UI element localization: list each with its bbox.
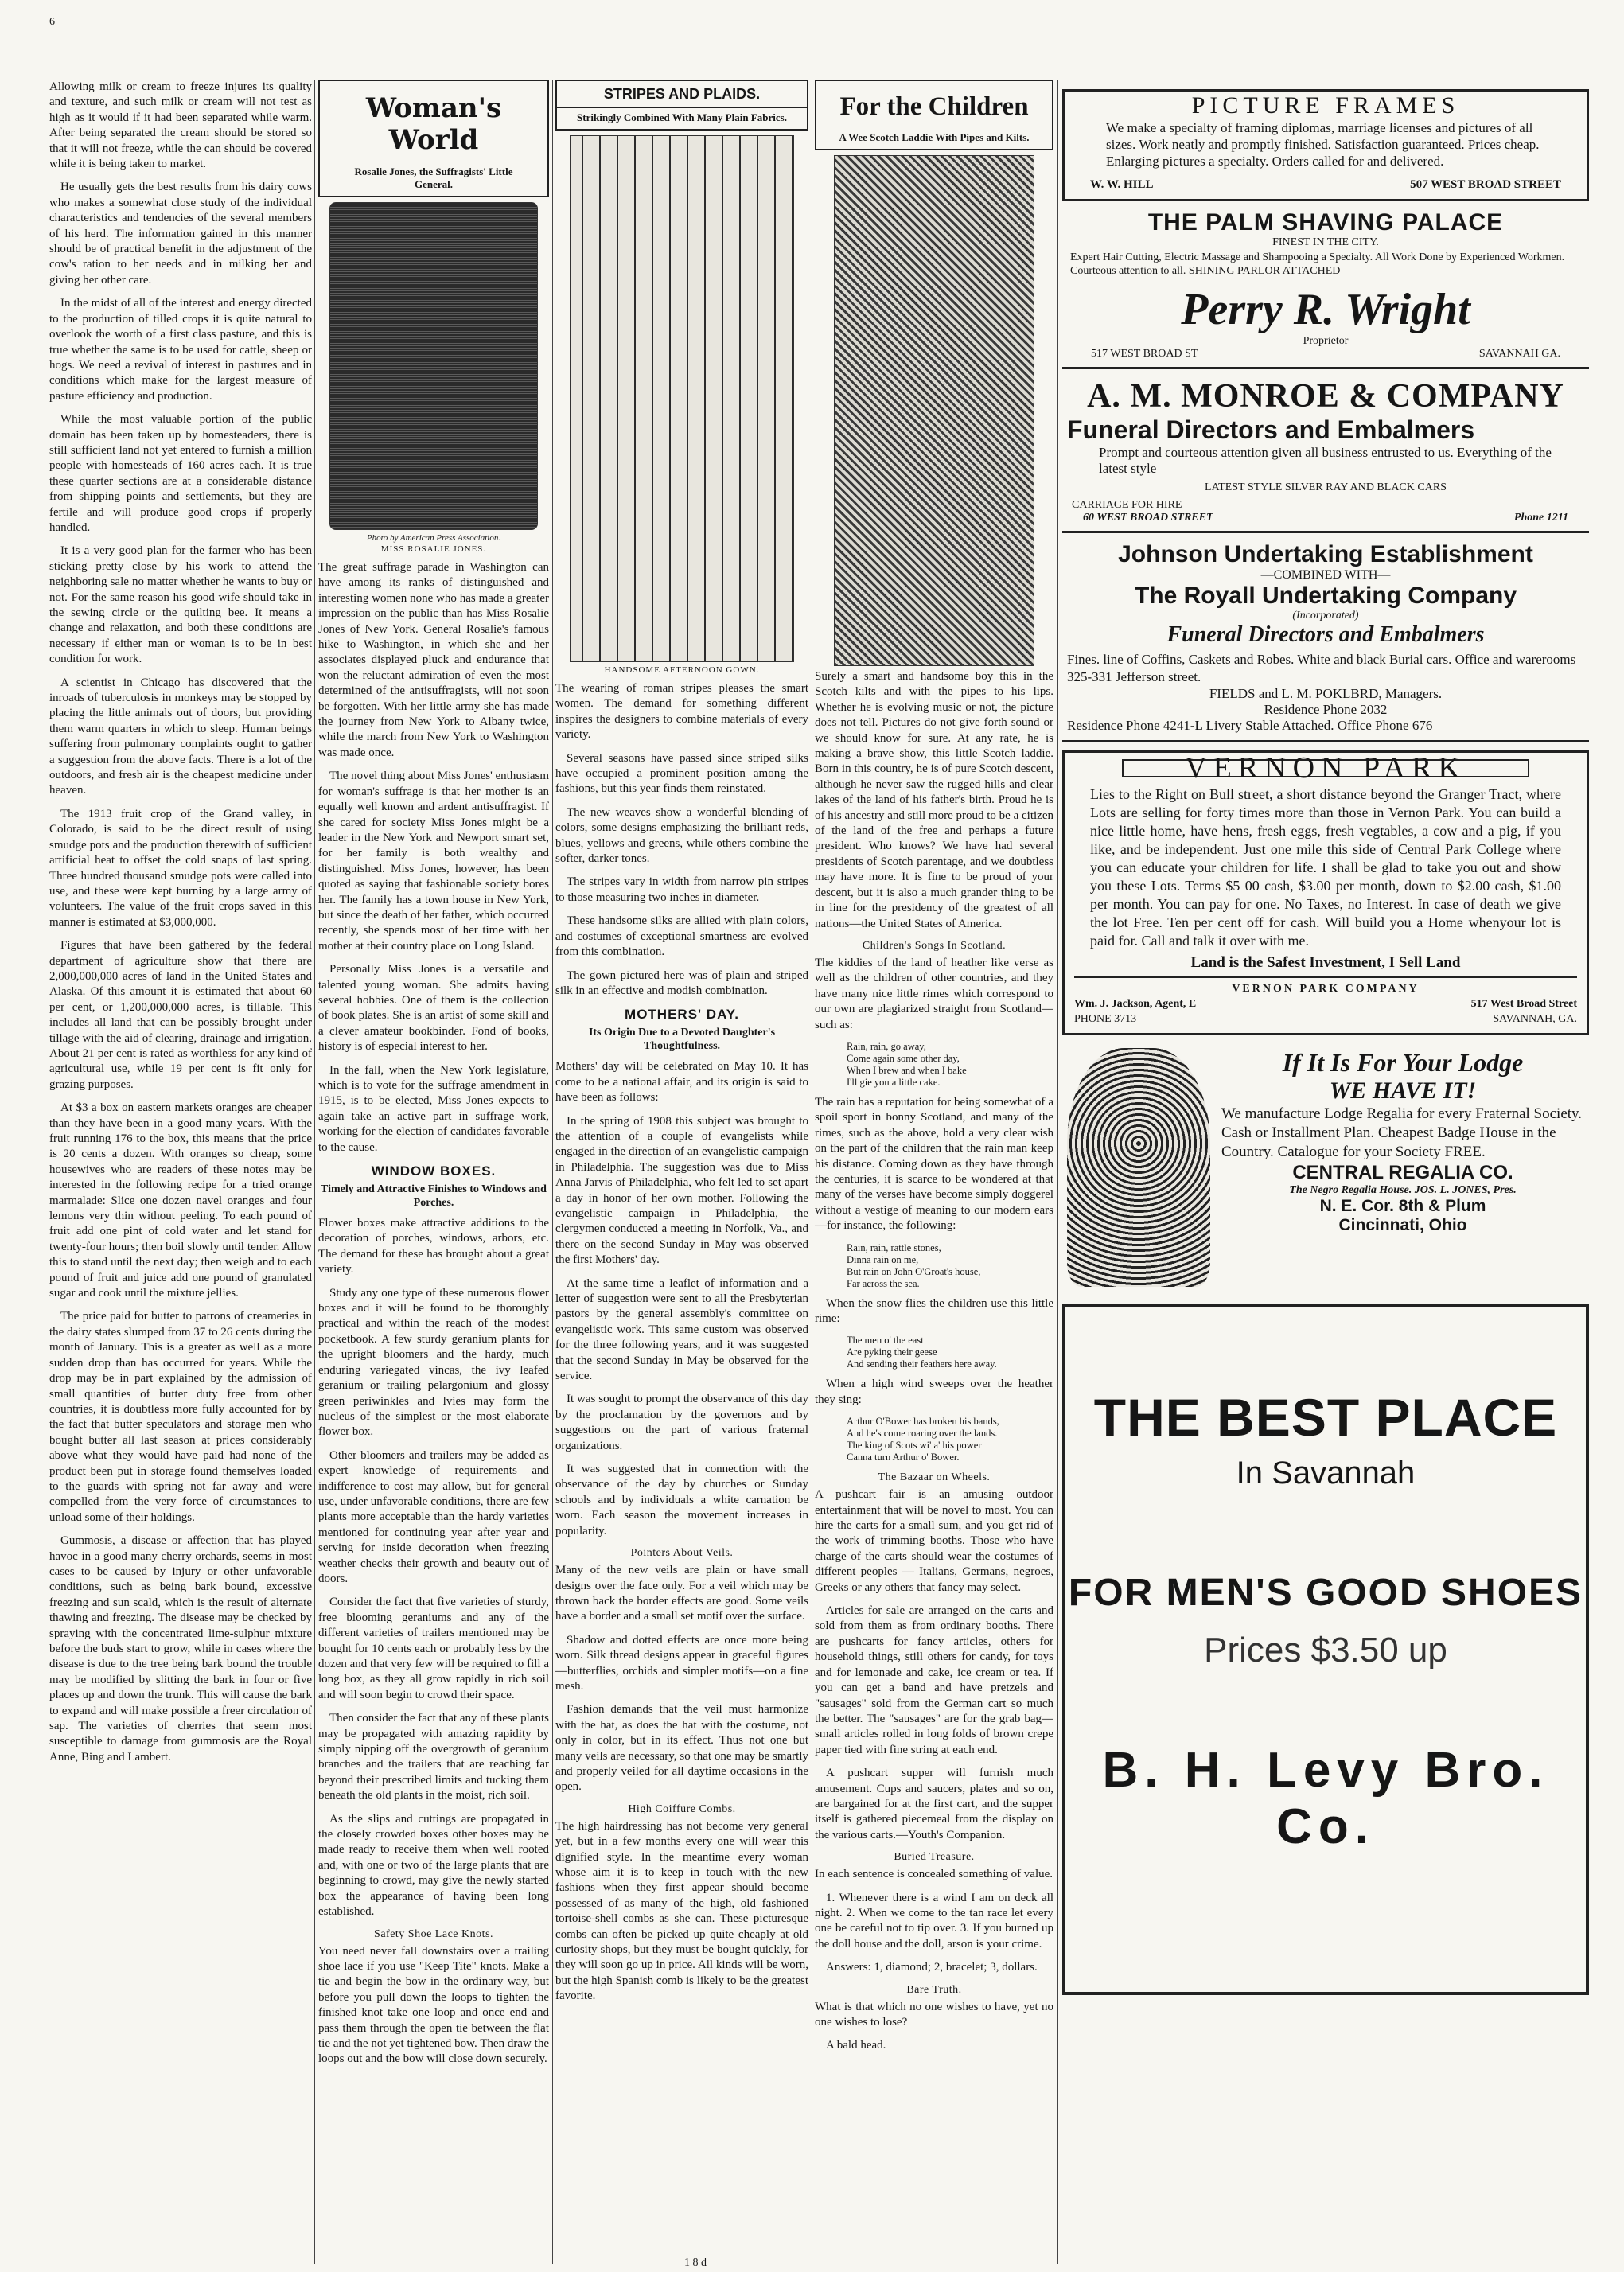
johnson-body: Fines. line of Coffins, Caskets and Robes. White and black Burial cars. Office and warerooms 325-331 Jefferson street. <box>1067 652 1576 684</box>
shoes-price: Prices $3.50 up <box>1204 1631 1447 1670</box>
shoes-ad <box>1062 1304 1589 1995</box>
songs-paragraph: The rain has a reputation for being somewhat of a spoil sport in bonny Scotland, and many of the rimes, such as the above, hold a very clear wish on the part of the children that the rain man keep his distance. Coming down as they have through the centuries, it is scarce to be wondered at that many of the verses have become simply doggerel without a vestige of meaning to our modern ears—for instance, the following: <box>815 1095 1053 1233</box>
bazaar-heading: The Bazaar on Wheels. <box>878 1471 991 1484</box>
verse-line: Are pyking their geese <box>847 1346 937 1358</box>
stripes-subheading: Strikingly Combined With Many Plain Fabrics. <box>577 111 787 123</box>
window-boxes-heading: WINDOW BOXES. <box>371 1163 497 1179</box>
vernon-city: SAVANNAH, GA. <box>1493 1013 1577 1025</box>
vernon-foot-row1 <box>1074 996 1577 1011</box>
treasure-article <box>815 1867 1053 1975</box>
frames-title: PICTURE FRAMES <box>1191 92 1460 119</box>
rosalie-paragraph: The novel thing about Miss Jones' enthusiasm for woman's suffrage is that her mother is an equally well known and ardent antisuffragist. If she cared for society Miss Jones might be a leader in the New York and Newport smart set, for her family is both wealthy and distinguished. Miss Jones, however, has been quoted as saying that fashionable society bores her. The family has a town house in New York, but since the death of her father, which occurred recently, she spends most of her time with her mother at their country place on Long Island. <box>318 770 549 953</box>
monroe-footer <box>1067 512 1584 524</box>
johnson-ad <box>1062 541 1589 742</box>
johnson-managers: FIELDS and L. M. POKLBRD, Managers. <box>1209 686 1443 701</box>
verse-line: Arthur O'Bower has broken his bands, <box>847 1416 999 1428</box>
regalia-addr2: Cincinnati, Ohio <box>1338 1216 1467 1234</box>
monroe-cars: LATEST STYLE SILVER RAY AND BLACK CARS <box>1205 481 1447 493</box>
verse-line: The men o' the east <box>847 1335 924 1346</box>
treasure-paragraph: Answers: 1, diamond; 2, bracelet; 3, dollars. <box>826 1961 1038 1974</box>
rosalie-paragraph: The great suffrage parade in Washington can have among its ranks of distinguished and interesting women none who has made a greater impression on the public than has Miss Rosalie Jones of New York. General Rosalie's famous hike to Washington, in which she and her associates displayed pluck and endurance that won the reluctant admiration of even the most determined of the antisuffragists, will not soon be forgotten. With her little army she has made the journey from New York to Albany twice, while the march from New York to Washington was made once. <box>318 561 549 759</box>
verse-line: I'll gie you a little cake. <box>847 1076 941 1088</box>
monroe-ad <box>1062 377 1589 533</box>
frames-footer <box>1074 177 1577 193</box>
verse-arthur-bower <box>847 1416 1053 1463</box>
column-4-children <box>815 80 1053 2062</box>
palm-title: THE PALM SHAVING PALACE <box>1147 209 1504 236</box>
column-3-stripes <box>555 80 808 2013</box>
stripes-paragraph: The wearing of roman stripes pleases the smart women. The demand for something different inspires the designers to combine materials of every variety. <box>555 682 808 742</box>
veils-paragraph: Shadow and dotted effects are once more being worn. Silk thread designs appear in graceful figures—butterflies, orchids and simpler motifs—on a fine mesh. <box>555 1633 808 1693</box>
palm-address: 517 WEST BROAD ST <box>1091 348 1198 360</box>
window-boxes-article <box>318 1216 549 1919</box>
farm-note-paragraph: It is a very good plan for the farmer who has been sticking pretty close by his work to attend the neighboring sale no matter whether he wants to buy or not. For the same reason his good wife should take in the sewing circle or the quilting bee. It means a change and relaxation, and both these conditions are necessary if either man or woman is to be in best condition for work. <box>49 544 312 666</box>
farm-note-paragraph: At $3 a box on eastern markets oranges are cheaper than they have been in a good many years. With the fruit running 176 to the box, this means that the price is 20 cents a dozen. With oranges so cheap, some housewives who are readers of these notes may be interested in the following recipe for a tried orange marmalade: Slice one dozen navel oranges and four lemons very thin without peeling. To each pound of fruit add one pint of cold water and let stand for twenty-four hours; then boil slowly until tender. Allow this to stand until the next day; then weigh and to each pound of fruit and juice add one pound of granulated sugar and cook until the mixture jellies. <box>49 1101 312 1300</box>
farm-note-paragraph: Gummosis, a disease or affection that has played havoc in a good many cherry orchards, seems in most cases to be caused by injury or other unfavorable conditions, such as being bark bound, excessive freezing and sun scald, which is the result of alternate thawing and freezing. The disease may be checked by spraying with the concentrated lime-sulphur mixture before the buds start to grow, while in cases where the disease is due to the tree being bark bound the trouble may be modified by slitting the bark in four or five places up and down the trunk. This will cause the bark to expand and will make possible a freer circulation of sap. The varieties of cherries that seem most susceptible to damage from gummosis are the Royal Anne, Bing and Lambert. <box>49 1534 312 1763</box>
picture-frames-ad <box>1062 89 1589 201</box>
farm-note-paragraph: A scientist in Chicago has discovered that the inroads of tuberculosis in monkeys may be stopped by placing the little animals out of doors, but providing them warm quarters in which to sleep. Human beings suffering from pulmonary complaints ought to gather a suggestion from the above facts. There is a lot of the outdoors, and fresh air is the cheapest medicine under heaven. <box>49 676 312 797</box>
window-boxes-subheading: Timely and Attractive Finishes to Windows and Porches. <box>321 1183 547 1210</box>
truth-paragraph: What is that which no one wishes to have, yet no one wishes to lose? <box>815 2000 1053 2028</box>
palm-proprietor-name: Perry R. Wright <box>1181 285 1470 334</box>
johnson-combined: —COMBINED WITH— <box>1260 568 1391 582</box>
vernon-phone: PHONE 3713 <box>1074 1013 1137 1025</box>
window-boxes-paragraph: Flower boxes make attractive additions to the decoration of porches, windows, arbors, etc. The demand for these has brought about a great variety. <box>318 1217 549 1276</box>
veils-paragraph: Fashion demands that the veil must harmonize with the hat, as does the hat with the costume, not only in color, but in its effect. Thus not one but many veils are necessary, so that one may be smartly and properly veiled for all daytime occasions in the open. <box>555 1703 808 1794</box>
monroe-carriage: CARRIAGE FOR HIRE <box>1072 499 1182 511</box>
palm-shaving-ad <box>1062 209 1589 369</box>
treasure-paragraph: 1. Whenever there is a wind I am on deck all night. 2. When we come to the tan race let every one be careful not to tip over. 3. If you burned up the doll house and the doll, arson is your crime. <box>815 1891 1053 1950</box>
regalia-ad <box>1062 1043 1589 1298</box>
stripes-masthead <box>555 80 808 131</box>
johnson-res2: Residence Phone 4241-L Livery Stable Attached. Office Phone 676 <box>1067 718 1433 733</box>
coiffure-article <box>555 1819 808 2005</box>
shoes-title: THE BEST PLACE <box>1093 1388 1558 1447</box>
verse-line: Far across the sea. <box>847 1277 920 1289</box>
farm-note-paragraph: The 1913 fruit crop of the Grand valley, in Colorado, is said to be the direct result of using smudge pots and the production therewith of sufficient artificial heat to offset the cold snaps of last spring. Three hundred thousand smudge pots were called into use, and these were kept burning by a large army of volunteers. The value of the fruit crops saved in this manner is estimated at $3,000,000. <box>49 807 312 929</box>
farm-note-paragraph: Allowing milk or cream to freeze injures its quality and texture, and such milk or cream will not test as high as it would if it had been separated while warm. After being separated the cream should be stored so that it will not freeze, while the can should be covered while it is being taken to market. <box>49 80 312 171</box>
column-rule <box>1057 80 1058 2264</box>
mothers-day-paragraph: It was sought to prompt the observance of this day by the proclamation by the governors and by suggestions on the part of various fraternal organizations. <box>555 1393 808 1452</box>
vernon-footer <box>1074 976 1577 1027</box>
monroe-address: 60 WEST BROAD STREET <box>1083 512 1213 524</box>
vernon-tagline: Land is the Safest Investment, I Sell Land <box>1190 954 1461 971</box>
vernon-street: 517 West Broad Street <box>1470 998 1577 1010</box>
safety-heading: Safety Shoe Lace Knots. <box>374 1927 493 1940</box>
stripes-paragraph: Several seasons have passed since striped silks have occupied a prominent position among the fashions, but this year finds them reinstated. <box>555 751 808 796</box>
bazaar-article <box>815 1487 1053 1843</box>
songs-article-2 <box>815 1095 1053 1234</box>
verse-line: Canna turn Arthur o' Bower. <box>847 1452 960 1463</box>
vernon-foot-title: VERNON PARK COMPANY <box>1232 983 1420 995</box>
johnson-res1: Residence Phone 2032 <box>1264 702 1388 717</box>
laddie-paragraph: Surely a smart and handsome boy this in the Scotch kilts and with the pipes to his lips. Whether he is evolving music or not, the picture does not tell. Pictures do not give forth sound or we should know for sure. At any rate, he is making a brave show, this little Scotch laddie. Born in this country, he is of pure Scotch descent, although he never saw the rugged hills and clear lakes of the land of his father's birth. Proud he is of his ancestry and still more proud to be a citizen of the land of the free and perhaps a future president. Who knows? We have had several presidents of Scotch parentage, and we doubtless may have more. It is fine to be proud of your descent, but it is also a much grander thing to be in line for the presidency of the greatest of all nations—the United States of America. <box>815 670 1053 930</box>
portrait-photo <box>329 202 538 530</box>
verse-line: When I brew and when I bake <box>847 1064 967 1076</box>
masthead-title: Woman's World <box>365 92 502 156</box>
window-boxes-paragraph: Consider the fact that five varieties of sturdy, free blooming geraniums and any of the different varieties of trailers mentioned may be bought for 10 cents each or probably less by the dozen and that very few will be required to fill a long box, as they all grow rapidly in rich soil and will soon begin to crowd their space. <box>318 1596 549 1701</box>
mothers-day-paragraph: In the spring of 1908 this subject was brought to the attention of a couple of evangelists while engaged in the direction of an evangelistic campaign in Philadelphia. The suggestion was due to Miss Anna Jarvis of Philadelphia, who felt led to set apart a day in honor of her own mother. Following the evangelistic campaign in Philadelphia, the clergymen conducted a meeting in Norfolk, Va., and there on the second Sunday in May was observed the first Mothers' day. <box>555 1114 808 1267</box>
shoes-store: B. H. Levy Bro. Co. <box>1102 1743 1549 1854</box>
songs-paragraph: The kiddies of the land of heather like verse as well as the children of other countries, and they have many nice little rimes which correspond to our own are plagiarized straight from Scotland—such as: <box>815 956 1053 1031</box>
farm-note-paragraph: While the most valuable portion of the public domain has been taken up by homesteaders, there is still sufficient land not yet entered to furnish a million people with homesteads of 160 acres each. It is true these quarter sections are at a considerable distance from shipping points and settlements, but they are fertile and will produce good crops if properly handled. <box>49 413 312 534</box>
monroe-title: A. M. MONROE & COMPANY <box>1087 378 1564 415</box>
vernon-park-ad <box>1062 750 1589 1035</box>
vernon-body: Lies to the Right on Bull street, a short distance beyond the Granger Tract, where Lots are selling for forty times more than those in Vernon Park. You can build a nice little home, have hens, fresh eggs, fresh vegtables, a cow and a pig, if you like, and be independent. Just one mile this side of Central Park College where you can educate your children for life. I shall be glad to take you out and show you these Lots. Terms $5 00 cash, $3.00 per month, down to $2.00 cash, $1.00 per month. You can pay for one. No Taxes, no Interest. In case of death we give the lot Free. Ten per cent off for cash. Will build you a Home whenyour lot is paid for. Call and talk it over with me. <box>1090 786 1561 949</box>
frames-body: We make a specialty of framing diplomas, marriage licenses and pictures of all sizes. Work neatly and promptly finished. Satisfaction guaranteed. Prices cheap. Enlarging pictures a specialty. Orders called for and delivered. <box>1106 120 1540 169</box>
vernon-foot-row2 <box>1074 1011 1577 1027</box>
regalia-badge-illustration <box>1067 1048 1210 1287</box>
veils-paragraph: Many of the new veils are plain or have small designs over the face only. For a veil which may be thrown back the border effects are good. Some veils have a border and a small set motif over the surface. <box>555 1564 808 1623</box>
palm-sub: FINEST IN THE CITY. <box>1272 236 1379 248</box>
veils-heading: Pointers About Veils. <box>630 1547 734 1560</box>
stripes-paragraph: The gown pictured here was of plain and striped silk in an effective and modish combination. <box>555 968 808 997</box>
monroe-body: Prompt and courteous attention given all business entrusted to us. Everything of the latest style <box>1099 445 1552 476</box>
rosalie-paragraph: Personally Miss Jones is a versatile and talented young woman. She admits having several hobbies. One of them is the collection of book plates. She is an artist of some skill and a clever amateur bookbinder. Fond of books, history is of especial interest to her. <box>318 963 549 1054</box>
scotch-laddie-photo <box>834 155 1034 666</box>
farm-note-paragraph: In the midst of all of the interest and energy directed to the production of tilled crops it is quite natural to overlook the worth of a first class pasture, and this is true whether the same is to be used for cattle, sheep or hogs. We need a revival of interest in pastures and in conditions which make for the largest measure of pasture efficiency and production. <box>49 297 312 403</box>
womans-world-masthead <box>318 80 549 197</box>
verse-line: And sending their feathers here away. <box>847 1358 997 1370</box>
regalia-title2: WE HAVE IT! <box>1329 1078 1477 1104</box>
shoes-line1: FOR MEN'S GOOD SHOES <box>1068 1572 1583 1614</box>
column-2-womans-world <box>318 80 549 2075</box>
palm-city: SAVANNAH GA. <box>1478 348 1560 360</box>
verse-line: Rain, rain, rattle stones, <box>847 1241 941 1253</box>
johnson-inc: (Incorporated) <box>1292 610 1359 622</box>
regalia-addr1: N. E. Cor. 8th & Plum <box>1319 1197 1486 1215</box>
snow-line: When the snow flies the children use this little rime: <box>815 1296 1053 1325</box>
verse-men-of-east <box>847 1335 1053 1370</box>
verse-line: But rain on John O'Groat's house, <box>847 1265 981 1277</box>
column-rule <box>314 80 315 2264</box>
veils-article <box>555 1563 808 1795</box>
verse-rattle-stones <box>847 1242 1053 1290</box>
window-boxes-paragraph: Study any one type of these numerous flower boxes and it will be found to be thoroughly practical and within the reach of the modest pocketbook. A few sturdy geranium plants for the upright bloomers and the hardy, much enduring variegated vincas, the ivy leafed geranium or trailing pelargonium and glossy green periwinkles and lvies may form the nucleus of the simplest or the most elaborate flower box. <box>318 1286 549 1439</box>
truth-article <box>815 2000 1053 2054</box>
mothers-day-heading: MOTHERS' DAY. <box>625 1007 739 1023</box>
farm-note-paragraph: Figures that have been gathered by the federal department of agriculture show that there are 2,000,000,000 acres of land in the United States and Alaska. Of this amount it is estimated that about 60 per cent, or 1,200,000,000 acres, is tillable. This includes all land that can be possibly brought under tillage with the aid of clearing, drainage and irrigation. About 21 per cent is rated as worthless for any kind of agricultural use, while 19 per cent is fit only for grazing purposes. <box>49 939 312 1091</box>
rosalie-article <box>318 560 549 1155</box>
mothers-day-paragraph: Mothers' day will be celebrated on May 10. It has come to be a national affair, and its origin is said to have been as follows: <box>555 1060 808 1105</box>
column-1-farm-notes <box>49 80 312 1773</box>
regalia-sub: The Negro Regalia House. JOS. L. JONES, Pres. <box>1289 1184 1517 1196</box>
johnson-sub: Funeral Directors and Embalmers <box>1166 622 1485 647</box>
rosalie-paragraph: In the fall, when the New York legislature, which is to vote for the suffrage amendment in 1915, is to be elected, Miss Jones expects to again take an active part in suffrage work, working for the election of candidates favorable to the cause. <box>318 1063 549 1154</box>
scotch-laddie-article <box>815 669 1053 932</box>
farm-note-paragraph: The price paid for butter to patrons of creameries in the dairy states slumped from 37 to 26 cents during the month of January. This is a greater as well as a more sudden drop than has occurred for years. While the drop may be in part explained by the admission of small quantities of butter duty free from other countries, it is doubtless more fully accounted for by the fact that butter speculators and storage men who bought butter all last season at prices considerably above what they would have paid had none of the product been put in storage found themselves loaded to the guards with spring not far away and were compelled from the very force of circumstances to unload some of their holdings. <box>49 1310 312 1524</box>
verse-line: The king of Scots wi' a' his power <box>847 1440 982 1452</box>
photo-credit: Photo by American Press Association. <box>366 533 501 543</box>
coiffure-heading: High Coiffure Combs. <box>628 1802 736 1815</box>
stripes-paragraph: The stripes vary in width from narrow pin stripes to those measuring two inches in diameter. <box>555 875 808 904</box>
vernon-agent: Wm. J. Jackson, Agent, E <box>1074 998 1197 1010</box>
frames-address: 507 WEST BROAD STREET <box>1410 178 1561 191</box>
page-top-edge <box>49 14 1589 46</box>
bottom-scraps: 1 8 d <box>684 2257 707 2269</box>
mothers-day-paragraph: It was suggested that in connection with the observance of the day by churches or Sunday schools and by individuals a white carnation be worn. Each season the movement increases in popularity. <box>555 1463 808 1537</box>
children-masthead-subtitle: A Wee Scotch Laddie With Pipes and Kilts. <box>839 131 1030 143</box>
mothers-day-paragraph: At the same time a leaflet of information and a letter of suggestion were sent to all the Presbyterian pastors by the general assembly's committee on evangelistic work. This same custom was observed for the three following years, and it was suggested that the second Sunday in May be observed for the service. <box>555 1276 808 1383</box>
children-masthead-title: For the Children <box>839 92 1029 121</box>
songs-article <box>815 956 1053 1033</box>
truth-paragraph: A bald head. <box>826 2039 886 2052</box>
masthead-subtitle: Rosalie Jones, the Suffragists' Little General. <box>354 166 513 190</box>
gown-caption: HANDSOME AFTERNOON GOWN. <box>604 665 760 675</box>
regalia-body: We manufacture Lodge Regalia for every Fraternal Society. Cash or Installment Plan. Cheapest Badge House in the Country. Catalogue for your Society FREE. <box>1221 1105 1583 1160</box>
stripes-paragraph: The new weaves show a wonderful blending of colors, some designs emphasizing the brilliant reds, blues, yellows and greens, while others combine the softer, darker tones. <box>555 805 808 866</box>
photo-caption: MISS ROSALIE JONES. <box>380 544 487 554</box>
verse-rain-go-away <box>847 1041 1053 1089</box>
frames-name: W. W. HILL <box>1090 178 1154 191</box>
wind-line: When a high wind sweeps over the heather they sing: <box>815 1378 1053 1406</box>
palm-footer <box>1067 348 1584 360</box>
palm-body: Expert Hair Cutting, Electric Massage and Shampooing a Specialty. All Work Done by Experienced Workmen. Courteous attention to all. SHINING PARLOR ATTACHED <box>1070 251 1565 277</box>
window-boxes-paragraph: Then consider the fact that any of these plants may be propagated with amazing rapidity by simply nipping off the overgrowth of geranium branches and the trailers that are reaching far beyond their prescribed limits and tucking them beneath the old plants in the moist, rich soil. <box>318 1712 549 1802</box>
coiffure-paragraph: The high hairdressing has not become very general yet, but in a few months every one will wear this dignified style. In the meantime every woman whose aim it is to keep in touch with the new fashions when they first appear should become possessed of as many of the high, old fashioned tortoise-shell combs as she can. These picturesque combs can often be picked up quite cheaply at old curiosity shops, but they must be bought quickly, for they will soon go up in price. All kinds will be worn, but the high Spanish comb is likely to be the greatest favorite. <box>555 1819 808 2003</box>
regalia-title1: If It Is For Your Lodge <box>1282 1048 1524 1077</box>
treasure-paragraph: In each sentence is concealed something of value. <box>815 1868 1053 1881</box>
farm-note-paragraph: He usually gets the best results from his dairy cows who makes a somewhat close study of the individual characteristics and tendencies of the several members of his herd. The information gained in this manner should be of practical benefit in the adjustment of the cow's ration to her needs and in milking her and giving her other care. <box>49 181 312 286</box>
page-number-mark: 6 <box>49 16 55 28</box>
johnson-title: Johnson Undertaking Establishment <box>1118 541 1533 567</box>
safety-paragraph: You need never fall downstairs over a trailing shoe lace if you use "Keep Tite" knots. Make a tie and begin the bow in the ordinary way, but before you pull down the loops to tighten the finished knot take one loop and once end and pass them through the open tie between the flat tie and the not yet tightened bow. Then draw the loops out and the bow will close down securely. <box>318 1944 549 2066</box>
monroe-sub: Funeral Directors and Embalmers <box>1067 415 1475 444</box>
children-masthead <box>815 80 1053 150</box>
advertisements-column <box>1062 89 1589 1995</box>
bazaar-paragraph: Articles for sale are arranged on the carts and sold from them as from ordinary booths. There are pushcarts for fancy articles, others for household things, still others for candy, for toys and for lemonade and cake, ice cream or tea. If you can get a band and have pretzels and "sausages" sold from the German cart so much the better. The "sausages" are for the grab bag—small articles rolled in long folds of brown crepe paper tied with fine string at each end. <box>815 1604 1053 1756</box>
stripes-heading: STRIPES AND PLAIDS. <box>557 81 807 108</box>
stripes-paragraph: These handsome silks are allied with plain colors, and costumes of exceptional smartness are evolved from this combination. <box>555 914 808 959</box>
shoes-city: In Savannah <box>1236 1456 1416 1491</box>
verse-line: Dinna rain on me, <box>847 1253 919 1265</box>
johnson-company: The Royall Undertaking Company <box>1134 583 1517 609</box>
vernon-title: VERNON PARK <box>1122 759 1529 777</box>
verse-line: Come again some other day, <box>847 1052 960 1064</box>
stripes-article <box>555 681 808 999</box>
bazaar-paragraph: A pushcart supper will furnish much amusement. Cups and saucers, plates and so on, are bargained for at the first cart, and the supper itself is gathered piecemeal from the display on the various carts.—Youth's Companion. <box>815 1767 1053 1841</box>
verse-line: Rain, rain, go away, <box>847 1040 926 1052</box>
regalia-company: CENTRAL REGALIA CO. <box>1292 1162 1513 1183</box>
monroe-phone: Phone 1211 <box>1513 512 1568 524</box>
songs-heading: Children's Songs In Scotland. <box>862 939 1007 952</box>
column-rule <box>552 80 553 2264</box>
window-boxes-paragraph: As the slips and cuttings are propagated in the closely crowded boxes other boxes may be made ready to receive them when well rooted and, with one or two of the large plants that are beginning to crowd, may give the newly started box the appearance of having been long established. <box>318 1812 549 1919</box>
mothers-day-article <box>555 1059 808 1539</box>
afternoon-gown-illustration <box>570 135 794 662</box>
treasure-heading: Buried Treasure. <box>894 1851 975 1864</box>
window-boxes-paragraph: Other bloomers and trailers may be added as expert knowledge of requirements and indifference to cost may allow, but for general use, under unfavorable conditions, there are few plants more acceptable than the hardy varieties mentioned for continuing year after year and serving for inside decoration when freezing weather checks their growth and beauty out of doors. <box>318 1448 549 1585</box>
bazaar-paragraph: A pushcart fair is an amusing outdoor entertainment that will be novel to most. You can hire the carts for a small sum, and you get rid of the work of trimming booths. Those who have charge of the carts should wear the costumes of different peoples — Italians, Germans, negroes, Greeks or any others that fancy may select. <box>815 1488 1053 1594</box>
safety-article <box>318 1944 549 2067</box>
regalia-text <box>1221 1048 1584 1287</box>
truth-heading: Bare Truth. <box>906 1983 962 1996</box>
verse-line: And he's come roaring over the lands. <box>847 1428 998 1440</box>
mothers-day-subheading: Its Origin Due to a Devoted Daughter's Thoughtfulness. <box>588 1027 776 1053</box>
palm-role: Proprietor <box>1303 335 1349 347</box>
